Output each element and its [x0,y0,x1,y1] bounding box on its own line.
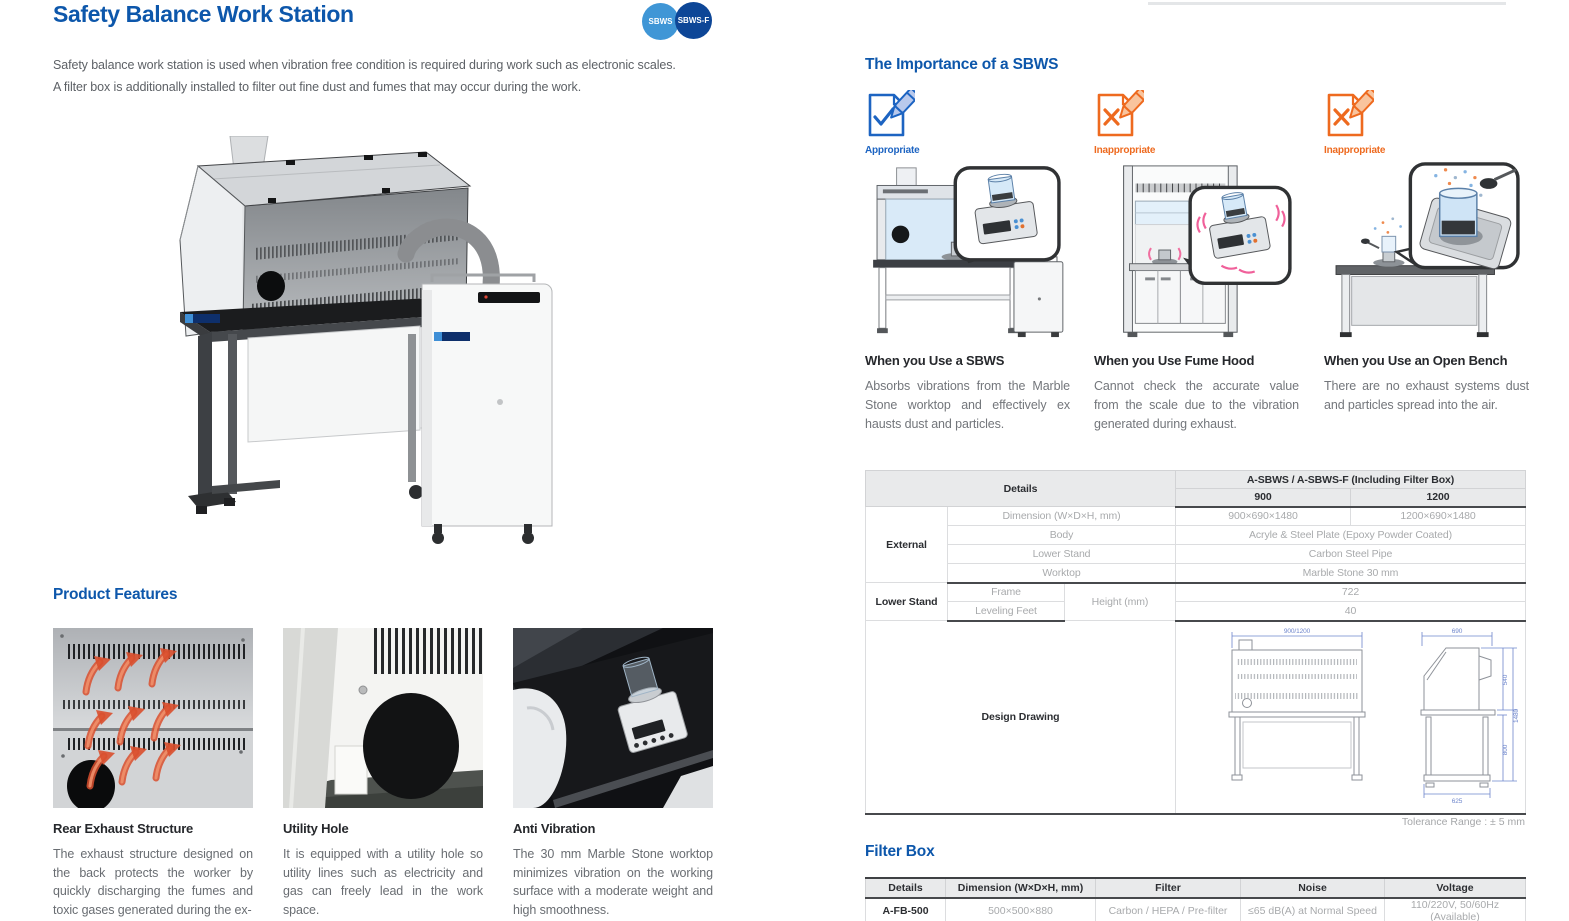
design-drawing [1177,622,1525,810]
filterbox-heading: Filter Box [865,843,935,860]
importance-item-sbws [865,90,1070,434]
dim-base-width: 625 [1451,797,1462,805]
feature-text: The exhaust structure designed on the back protects the worker by quickly discharging the fumes and toxic gases generated during the ex- [53,847,253,917]
importance-item-open-bench [1324,90,1529,415]
feature-title: Rear Exhaust Structure [53,821,194,836]
sbws-badge: SBWS [642,3,679,40]
model-badges [642,2,714,40]
importance-title: When you Use a SBWS [865,353,1005,368]
importance-heading: The Importance of a SBWS [865,56,1059,73]
importance-title: When you Use an Open Bench [1324,353,1508,368]
spec-dimension-label: Dimension (W×D×H, mm) [948,507,1176,526]
feature-title: Utility Hole [283,821,349,836]
spec-frame-height: 722 [1176,583,1526,602]
spec-dimension-1200: 1200×690×1480 [1351,507,1526,526]
spec-dimension-900: 900×690×1480 [1176,507,1351,526]
filter-box-unit [422,275,552,544]
features-row [53,628,713,919]
dim-height-upper: 540 [1501,674,1509,685]
appropriateness-label: Inappropriate [1324,145,1386,156]
spec-leveling-height: 40 [1176,602,1526,621]
spec-frame-label: Frame [948,583,1065,602]
workstation-illustration [168,136,598,568]
rear-exhaust-hole [257,271,285,301]
feature-rear-exhaust [53,628,253,919]
spec-worktop-label: Worktop [948,564,1176,583]
open-bench-illustration [1324,162,1529,340]
appropriateness-label: Inappropriate [1094,145,1156,156]
features-heading: Product Features [53,586,178,603]
spec-header-900: 900 [1176,489,1351,507]
spec-row-external: External [866,507,948,583]
filter-box-table [865,877,1526,921]
intro-text [53,55,733,98]
ft-dimension: 500×500×880 [946,898,1096,921]
doc-check-icon [865,90,1070,142]
feature-image-rear-exhaust [53,628,253,808]
doc-x-icon [1094,90,1299,142]
spec-worktop-value: Marble Stone 30 mm [1176,564,1526,583]
feature-text: The 30 mm Marble Stone worktop minimizes vibration on the working surface with a moderate weight and high smoothness. [513,847,713,917]
sbws-illustration [865,162,1070,340]
importance-text: There are no exhaust systems dust and particles spread into the air. [1324,379,1529,412]
left-column [53,0,713,921]
ft-filter: Carbon / HEPA / Pre-filter [1096,898,1241,921]
importance-text: Absorbs vibrations from the Marble Stone worktop and effectively ex hausts dust and particles. [865,379,1070,431]
importance-item-fume-hood [1094,90,1299,434]
ft-voltage: 110/220V, 50/60Hz (Available) [1385,898,1526,921]
importance-text: Cannot check the accurate value from the scale due to the vibration generated during exhaust. [1094,379,1299,431]
spec-row-lower-stand: Lower Stand [866,583,948,621]
feature-text: It is equipped with a utility hole so utility lines such as electricity and gas can freely lead in the work space. [283,847,483,917]
page-title: Safety Balance Work Station [53,1,354,27]
dim-front-width: 900/1200 [1283,627,1310,635]
spec-table [865,470,1526,815]
ft-header-noise: Noise [1241,878,1385,898]
feature-utility-hole [283,628,483,919]
utility-hole-cap [363,693,459,799]
tolerance-note: Tolerance Range : ± 5 mm [1401,816,1525,828]
sbws-f-badge: SBWS-F [675,2,712,39]
ft-header-dimension: Dimension (W×D×H, mm) [946,878,1096,898]
spec-lowerstand-label: Lower Stand [948,545,1176,564]
ft-header-details: Details [866,878,946,898]
feature-image-utility-hole [283,628,483,808]
intro-line-1: Safety balance work station is used when vibration free condition is required during work such as electronic scales. [53,58,676,72]
intro-line-2: A filter box is additionally installed to filter out fine dust and fumes that may occur during the work. [53,79,582,94]
ft-header-voltage: Voltage [1385,878,1526,898]
doc-x-icon [1324,90,1529,142]
ft-model: A-FB-500 [866,898,946,921]
right-column [865,0,1529,921]
table-row [866,898,1526,921]
dim-height-total: 1480 [1512,708,1520,723]
ft-header-filter: Filter [1096,878,1241,898]
importance-title: When you Use Fume Hood [1094,353,1255,368]
spec-leveling-label: Leveling Feet [948,602,1065,621]
appropriateness-label: Appropriate [865,145,920,156]
spec-design-drawing-label: Design Drawing [866,621,1176,814]
feature-title: Anti Vibration [513,821,596,836]
product-image [168,136,598,573]
spec-lowerstand-value: Carbon Steel Pipe [1176,545,1526,564]
spec-body-value: Acryle & Steel Plate (Epoxy Powder Coated) [1176,526,1526,545]
spec-header-1200: 1200 [1351,489,1526,507]
feature-anti-vibration [513,628,713,919]
spec-header-details: Details [866,471,1176,507]
spec-body-label: Body [948,526,1176,545]
feature-image-anti-vibration [513,628,713,808]
fume-hood-illustration [1094,162,1299,340]
dim-height-stand: 800 [1501,744,1509,755]
ft-noise: ≤65 dB(A) at Normal Speed [1241,898,1385,921]
spec-height-label: Height (mm) [1065,583,1176,621]
design-drawing-cell [1176,621,1526,814]
spec-header-product: A-SBWS / A-SBWS-F (Including Filter Box) [1176,471,1526,489]
dim-depth: 690 [1451,627,1462,635]
